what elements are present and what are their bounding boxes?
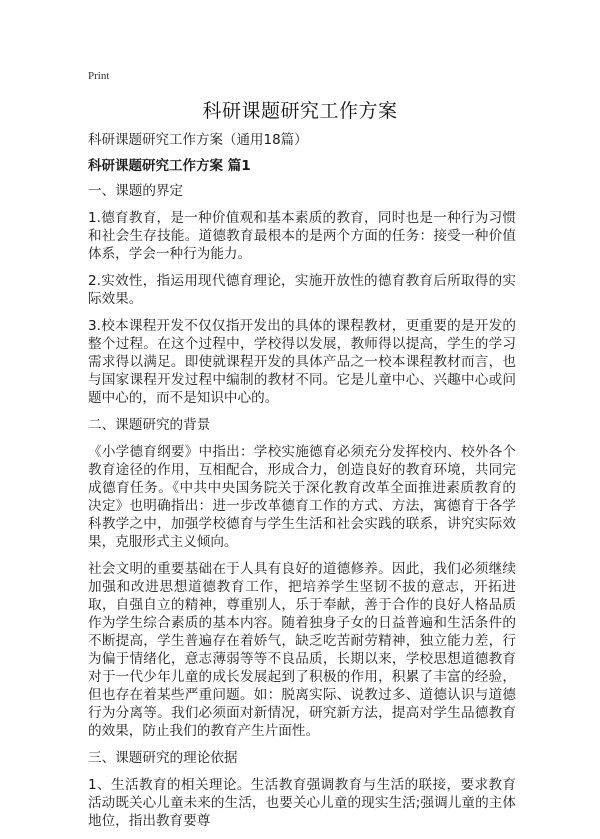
paragraph: 1.德育教育，是一种价值观和基本素质的教育，同时也是一种行为习惯和社会生存技能。道德教育最根本的是两个方面的任务：接受一种价值体系，学会一种行为能力。: [88, 210, 516, 262]
section-title: 科研课题研究工作方案 篇1: [88, 158, 251, 174]
paragraph: 1、生活教育的相关理论。生活教育强调教育与生活的联接，要求教育活动既关心儿童未来的生活，也要关心儿童的现实生活;强调儿童的主体地位，指出教育要尊: [88, 777, 516, 829]
document-body: [88, 182, 516, 839]
paragraph: 社会文明的重要基础在于人具有良好的道德修养。因此，我们必须继续加强和改进思想道德教育工作，把培养学生坚韧不拔的意志，开拓进取，自强自立的精神，尊重别人，乐于奉献，善于合作的良好人格品质作为学生综合素质的基本内容。随着独身子女的日益普遍和生活条件的不断提高，学生普遍存在着娇气，缺乏吃苦耐劳精神，独立能力差，行为偏于情绪化，意志薄弱等等不良品质，长期以来，学校思想道德教育对于一代少年儿童的成长发展起到了积极的作用，积累了丰富的经验，但也存在着某些严重问题。如：脱离实际、说教过多、道德认识与道德行为分离等。我们必须面对新情况，研究新方法，提高对学生品德教育的效果，防止我们的教育产生片面性。: [88, 561, 516, 739]
document-title: 科研课题研究工作方案: [202, 100, 398, 122]
document-subtitle: 科研课题研究工作方案（通用18篇）: [88, 132, 308, 148]
section-heading: 一、课题的界定: [88, 183, 184, 199]
print-label: Print: [88, 70, 110, 82]
paragraph: 3.校本课程开发不仅仅指开发出的具体的课程教材，更重要的是开发的整个过程。在这个过程中，学校得以发展，教师得以提高，学生的学习需求得以满足。即使就课程开发的具体产品之一校本课程教材而言，也与国家课程开发过程中编制的教材不同。它是儿童中心、兴趣中心或问题中心的，而不是知识中心的。: [88, 318, 516, 406]
section-heading: 二、课题研究的背景: [88, 417, 211, 433]
paragraph: 《小学德育纲要》中指出：学校实施德育必须充分发挥校内、校外各个教育途径的作用，互相配合，形成合力，创造良好的教育环境，共同完成德育任务。《中共中央国务院关于深化教育改革全面推进素质教育的决定》也明确指出：进一步改革德育工作的方式、方法，寓德育于各学科教学之中，加强学校德育与学生生活和社会实践的联系，讲究实际效果，克服形式主义倾向。: [88, 444, 516, 550]
section-heading: 三、课题研究的理论依据: [88, 750, 238, 766]
paragraph: 2.实效性，指运用现代德育理论，实施开放性的德育教育后所取得的实际效果。: [88, 273, 516, 307]
